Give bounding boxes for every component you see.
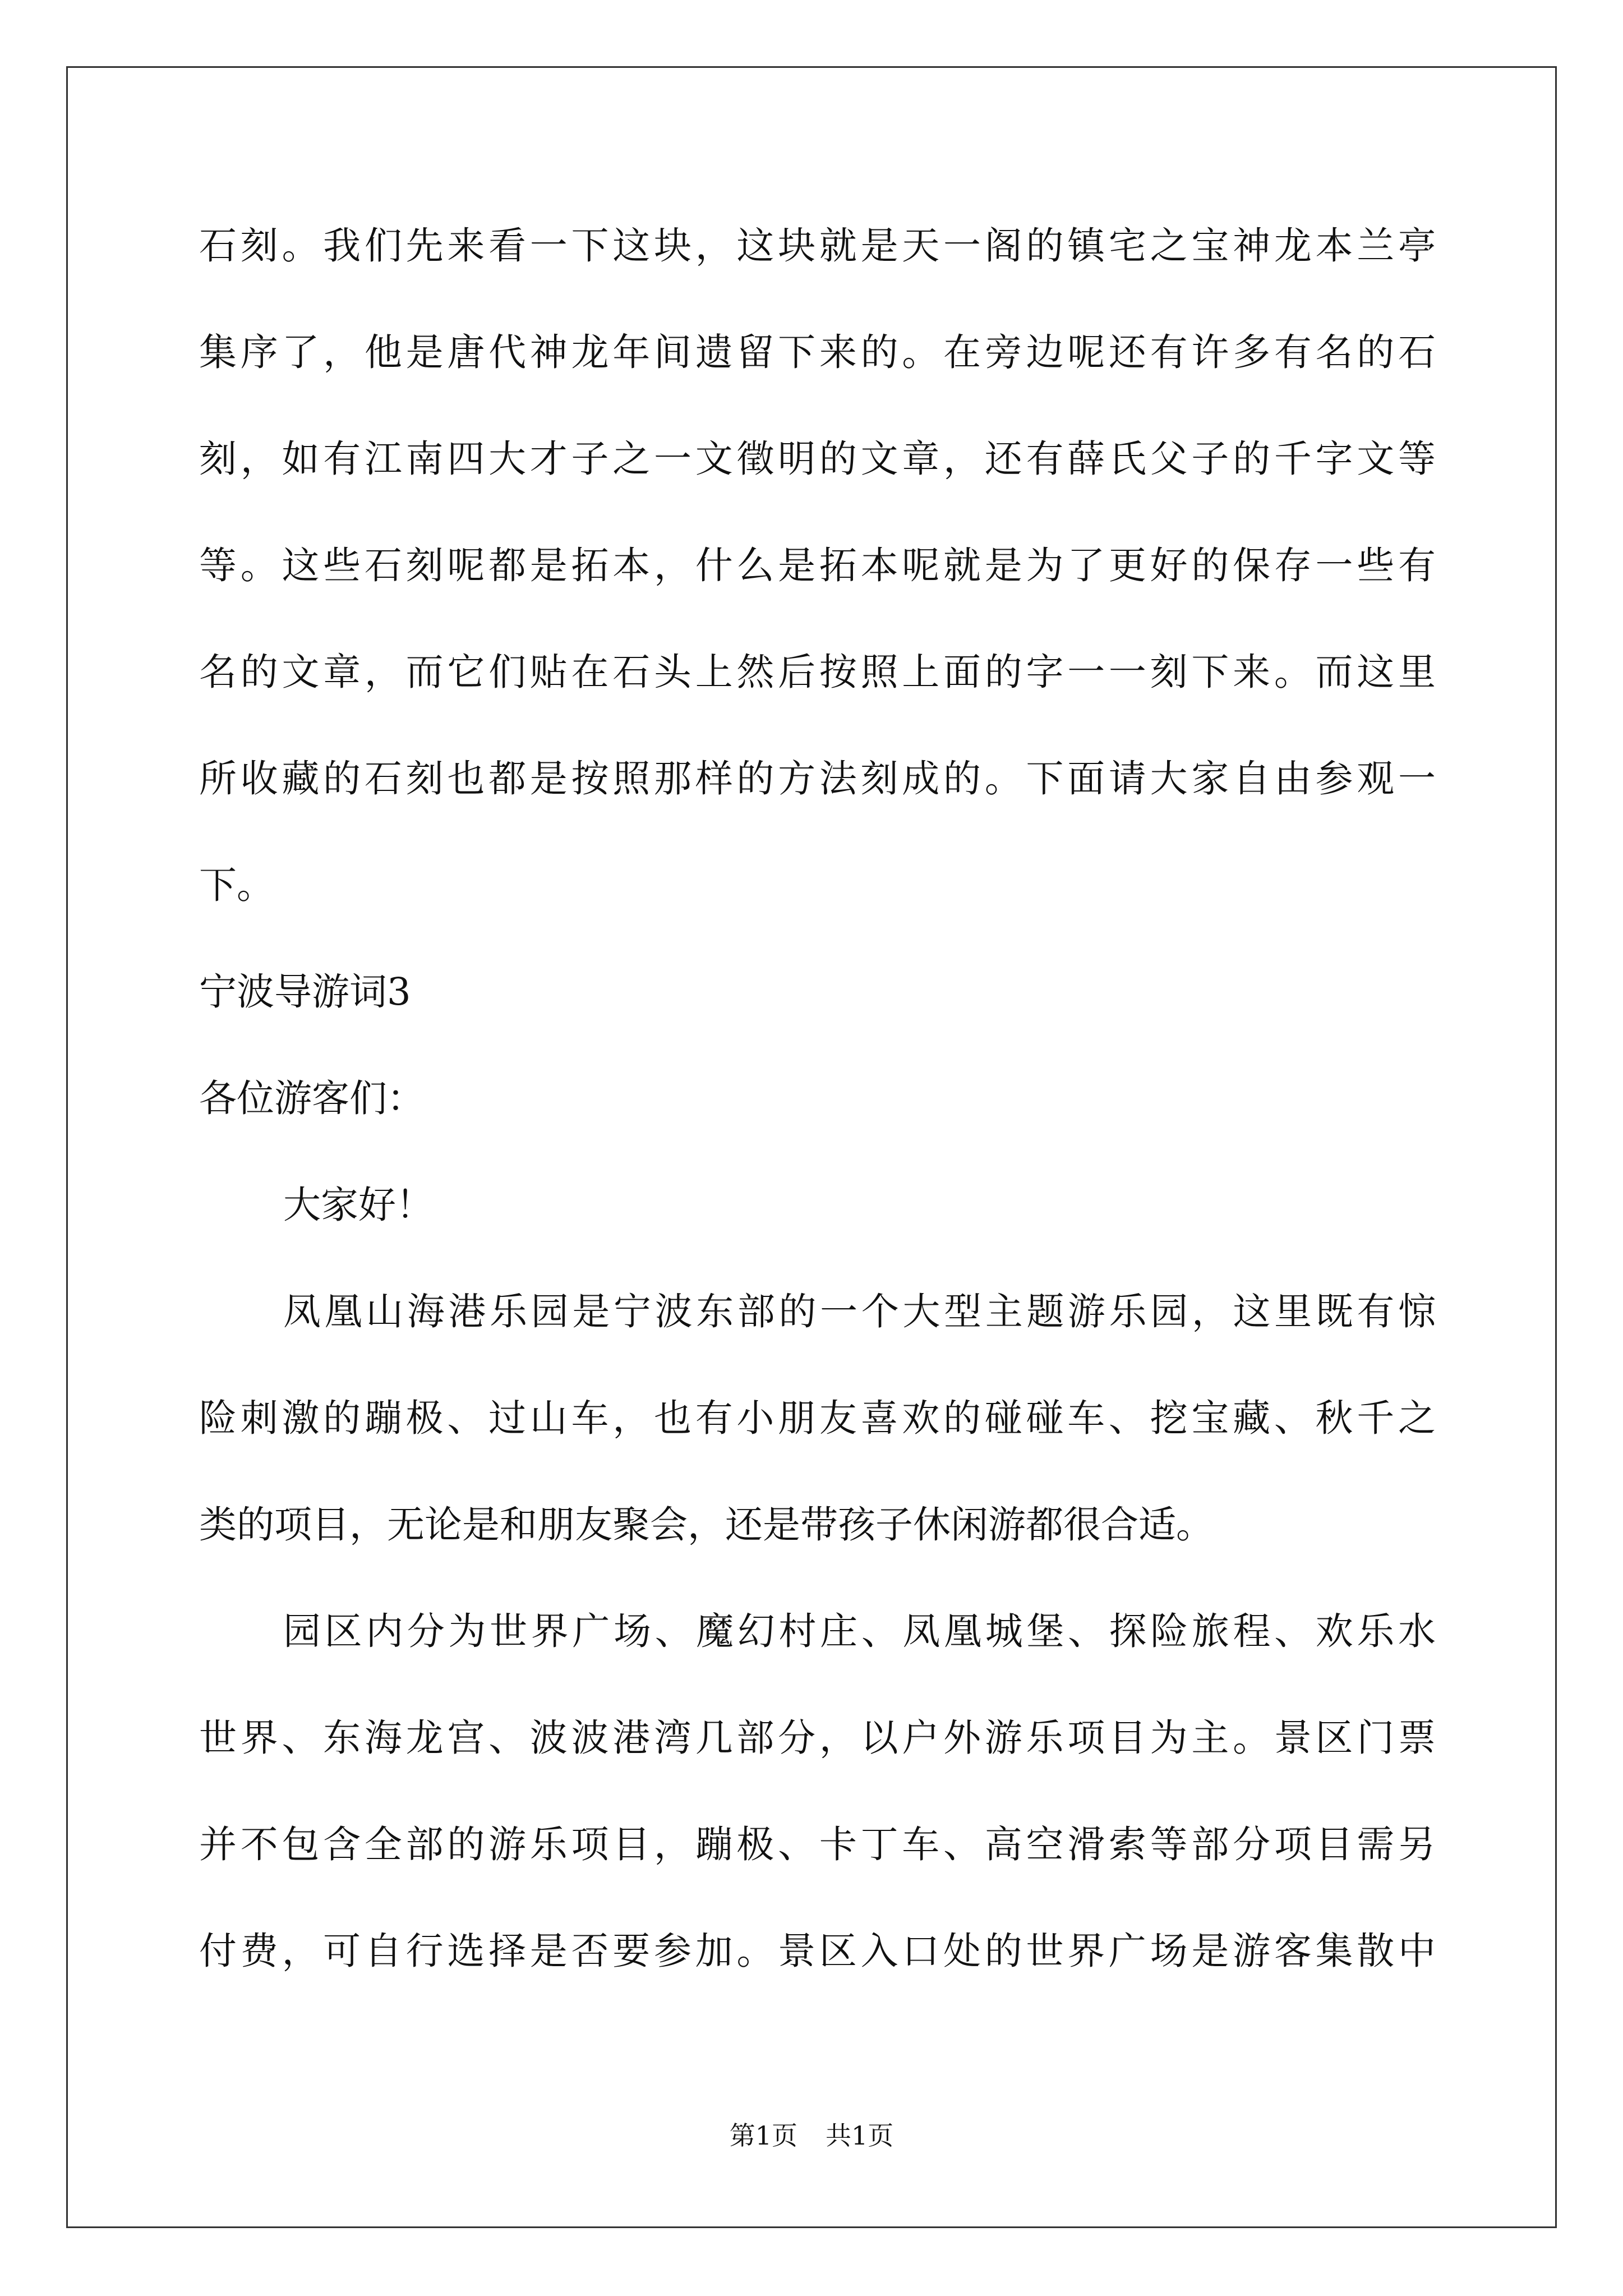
page-number: 第1页 — [729, 2120, 797, 2151]
text-line: 下。 — [199, 863, 274, 907]
section-heading: 宁波导游词3 — [199, 970, 411, 1014]
text-line: 名的文章，而它们贴在石头上然后按照上面的字一一刻下来。而这里 — [199, 650, 1436, 694]
text-line: 凤凰山海港乐园是宁波东部的一个大型主题游乐园，这里既有惊 — [283, 1290, 1436, 1333]
text-line: 石刻。我们先来看一下这块，这块就是天一阁的镇宅之宝神龙本兰亭 — [199, 224, 1436, 268]
page-total: 共1页 — [826, 2120, 894, 2151]
text-line: 世界、东海龙宫、波波港湾几部分，以户外游乐项目为主。景区门票 — [199, 1716, 1436, 1760]
text-line: 类的项目，无论是和朋友聚会，还是带孩子休闲游都很合适。 — [199, 1503, 1214, 1547]
greeting-line: 大家好！ — [283, 1183, 434, 1227]
page-footer — [0, 2119, 1623, 2152]
salutation: 各位游客们： — [199, 1076, 425, 1120]
text-line: 园区内分为世界广场、魔幻村庄、凤凰城堡、探险旅程、欢乐水 — [283, 1609, 1436, 1653]
document-body — [199, 218, 1436, 2030]
text-line: 等。这些石刻呢都是拓本，什么是拓本呢就是为了更好的保存一些有 — [199, 544, 1436, 587]
text-line: 险刺激的蹦极、过山车，也有小朋友喜欢的碰碰车、挖宝藏、秋千之 — [199, 1396, 1436, 1440]
text-line: 并不包含全部的游乐项目，蹦极、卡丁车、高空滑索等部分项目需另 — [199, 1823, 1436, 1866]
text-line: 所收藏的石刻也都是按照那样的方法刻成的。下面请大家自由参观一 — [199, 757, 1436, 800]
text-line: 刻，如有江南四大才子之一文徵明的文章，还有薛氏父子的千字文等 — [199, 437, 1436, 481]
text-line: 付费，可自行选择是否要参加。景区入口处的世界广场是游客集散中 — [199, 1929, 1436, 1973]
text-line: 集序了，他是唐代神龙年间遗留下来的。在旁边呢还有许多有名的石 — [199, 330, 1436, 374]
